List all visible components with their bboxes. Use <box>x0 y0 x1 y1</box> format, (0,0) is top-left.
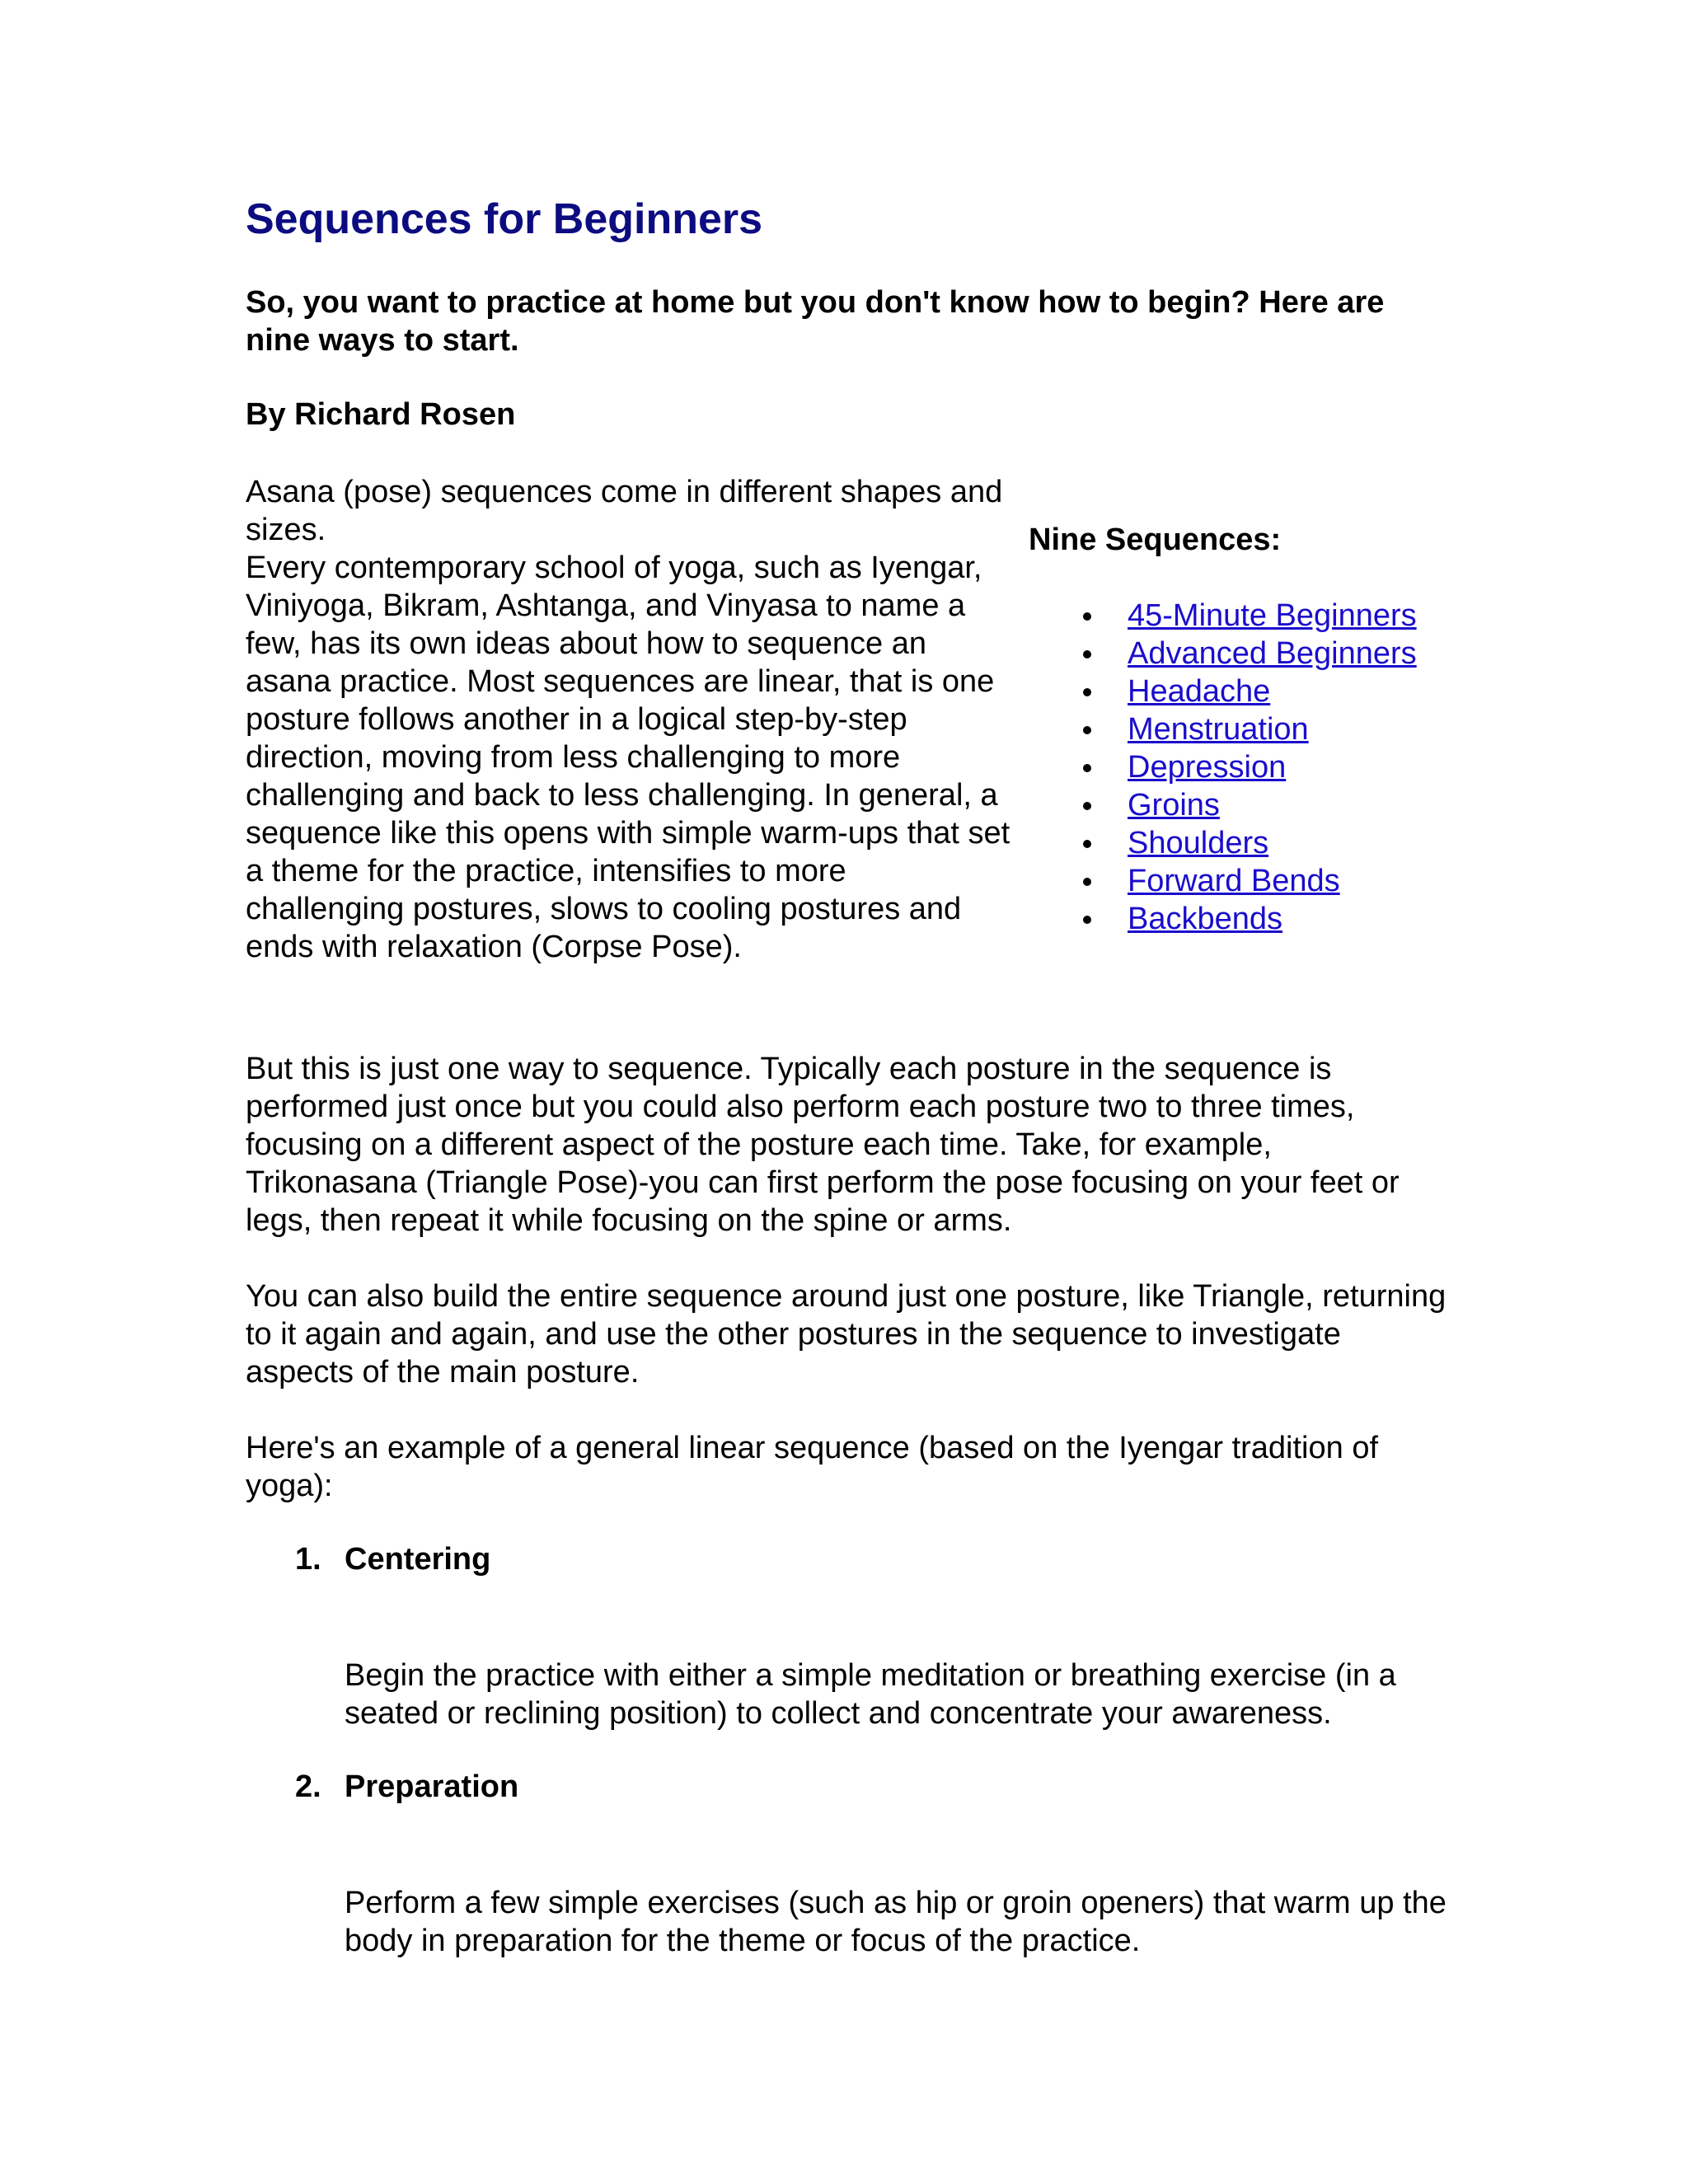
list-item <box>1029 900 1457 938</box>
link-forward-bends[interactable]: Forward Bends <box>1128 864 1340 898</box>
bullet-icon <box>1083 878 1091 886</box>
link-advanced-beginners[interactable]: Advanced Beginners <box>1128 636 1417 671</box>
sequence-sidebar <box>1029 521 1457 938</box>
list-item <box>1029 862 1457 900</box>
author-byline: By Richard Rosen <box>246 397 516 432</box>
step-2-title: Preparation <box>345 1769 519 1804</box>
paragraph-4: Here's an example of a general linear sequence (based on the Iyengar tradition of yoga): <box>246 1431 1379 1503</box>
paragraph-3: You can also build the entire sequence around just one posture, like Triangle, returning to it again and again, and use the other postures in the sequence to investigate aspects of the main posture. <box>246 1279 1447 1390</box>
bullet-icon <box>1083 916 1091 924</box>
link-menstruation[interactable]: Menstruation <box>1128 712 1309 747</box>
bullet-icon <box>1083 802 1091 810</box>
bullet-icon <box>1083 840 1091 848</box>
list-item <box>1029 710 1457 748</box>
link-depression[interactable]: Depression <box>1128 750 1287 785</box>
link-backbends[interactable]: Backbends <box>1128 902 1283 936</box>
list-item <box>1029 673 1457 710</box>
intro-line-2: Every contemporary school of yoga, such as Iyengar, Viniyoga, Bikram, Ashtanga, and Vinyasa to name a few, has its own ideas about how to sequence an asana practice. Most sequences are linear, that is one posture follows another in a logical step-by-step direction, moving from less challenging to more challenging and back to less challenging. In general, a sequence like this opens with simple warm-ups that set a theme for the practice, intensifies to more challenging postures, slows to cooling postures and ends with relaxation (Corpse Pose). <box>246 551 1010 964</box>
intro-line-1: Asana (pose) sequences come in different shapes and sizes. <box>246 475 1003 547</box>
bullet-icon <box>1083 650 1091 658</box>
step-2-description: Perform a few simple exercises (such as hip or groin openers) that warm up the body in preparation for the theme or focus of the practice. <box>345 1886 1447 1958</box>
link-shoulders[interactable]: Shoulders <box>1128 826 1269 860</box>
list-item <box>1029 824 1457 862</box>
bullet-icon <box>1083 688 1091 696</box>
step-1-title: Centering <box>345 1542 491 1577</box>
link-45-minute-beginners[interactable]: 45-Minute Beginners <box>1128 598 1417 633</box>
link-headache[interactable]: Headache <box>1128 674 1271 709</box>
list-item <box>1029 786 1457 824</box>
step-1-number: 1. <box>295 1542 321 1577</box>
paragraph-2: But this is just one way to sequence. Typically each posture in the sequence is performed just once but you could also perform each posture two to three times, focusing on a different aspect of the posture each time. Take, for example, Trikonasana (Triangle Pose)-you can first perform the pose focusing on your feet or legs, then repeat it while focusing on the spine or arms. <box>246 1052 1400 1238</box>
bullet-icon <box>1083 764 1091 772</box>
link-groins[interactable]: Groins <box>1128 788 1220 823</box>
step-2-number: 2. <box>295 1769 321 1804</box>
article-subtitle: So, you want to practice at home but you don't know how to begin? Here are nine ways to start. <box>246 285 1385 358</box>
bullet-icon <box>1083 726 1091 734</box>
bullet-icon <box>1083 612 1091 621</box>
list-item <box>1029 597 1457 635</box>
intro-paragraph <box>246 473 1012 966</box>
sidebar-title: Nine Sequences: <box>1029 523 1282 557</box>
page-title: Sequences for Beginners <box>246 195 763 243</box>
list-item <box>1029 635 1457 673</box>
step-1-description: Begin the practice with either a simple meditation or breathing exercise (in a seated or reclining position) to collect and concentrate your awareness. <box>345 1658 1396 1731</box>
sequence-link-list <box>1029 597 1457 938</box>
list-item <box>1029 748 1457 786</box>
